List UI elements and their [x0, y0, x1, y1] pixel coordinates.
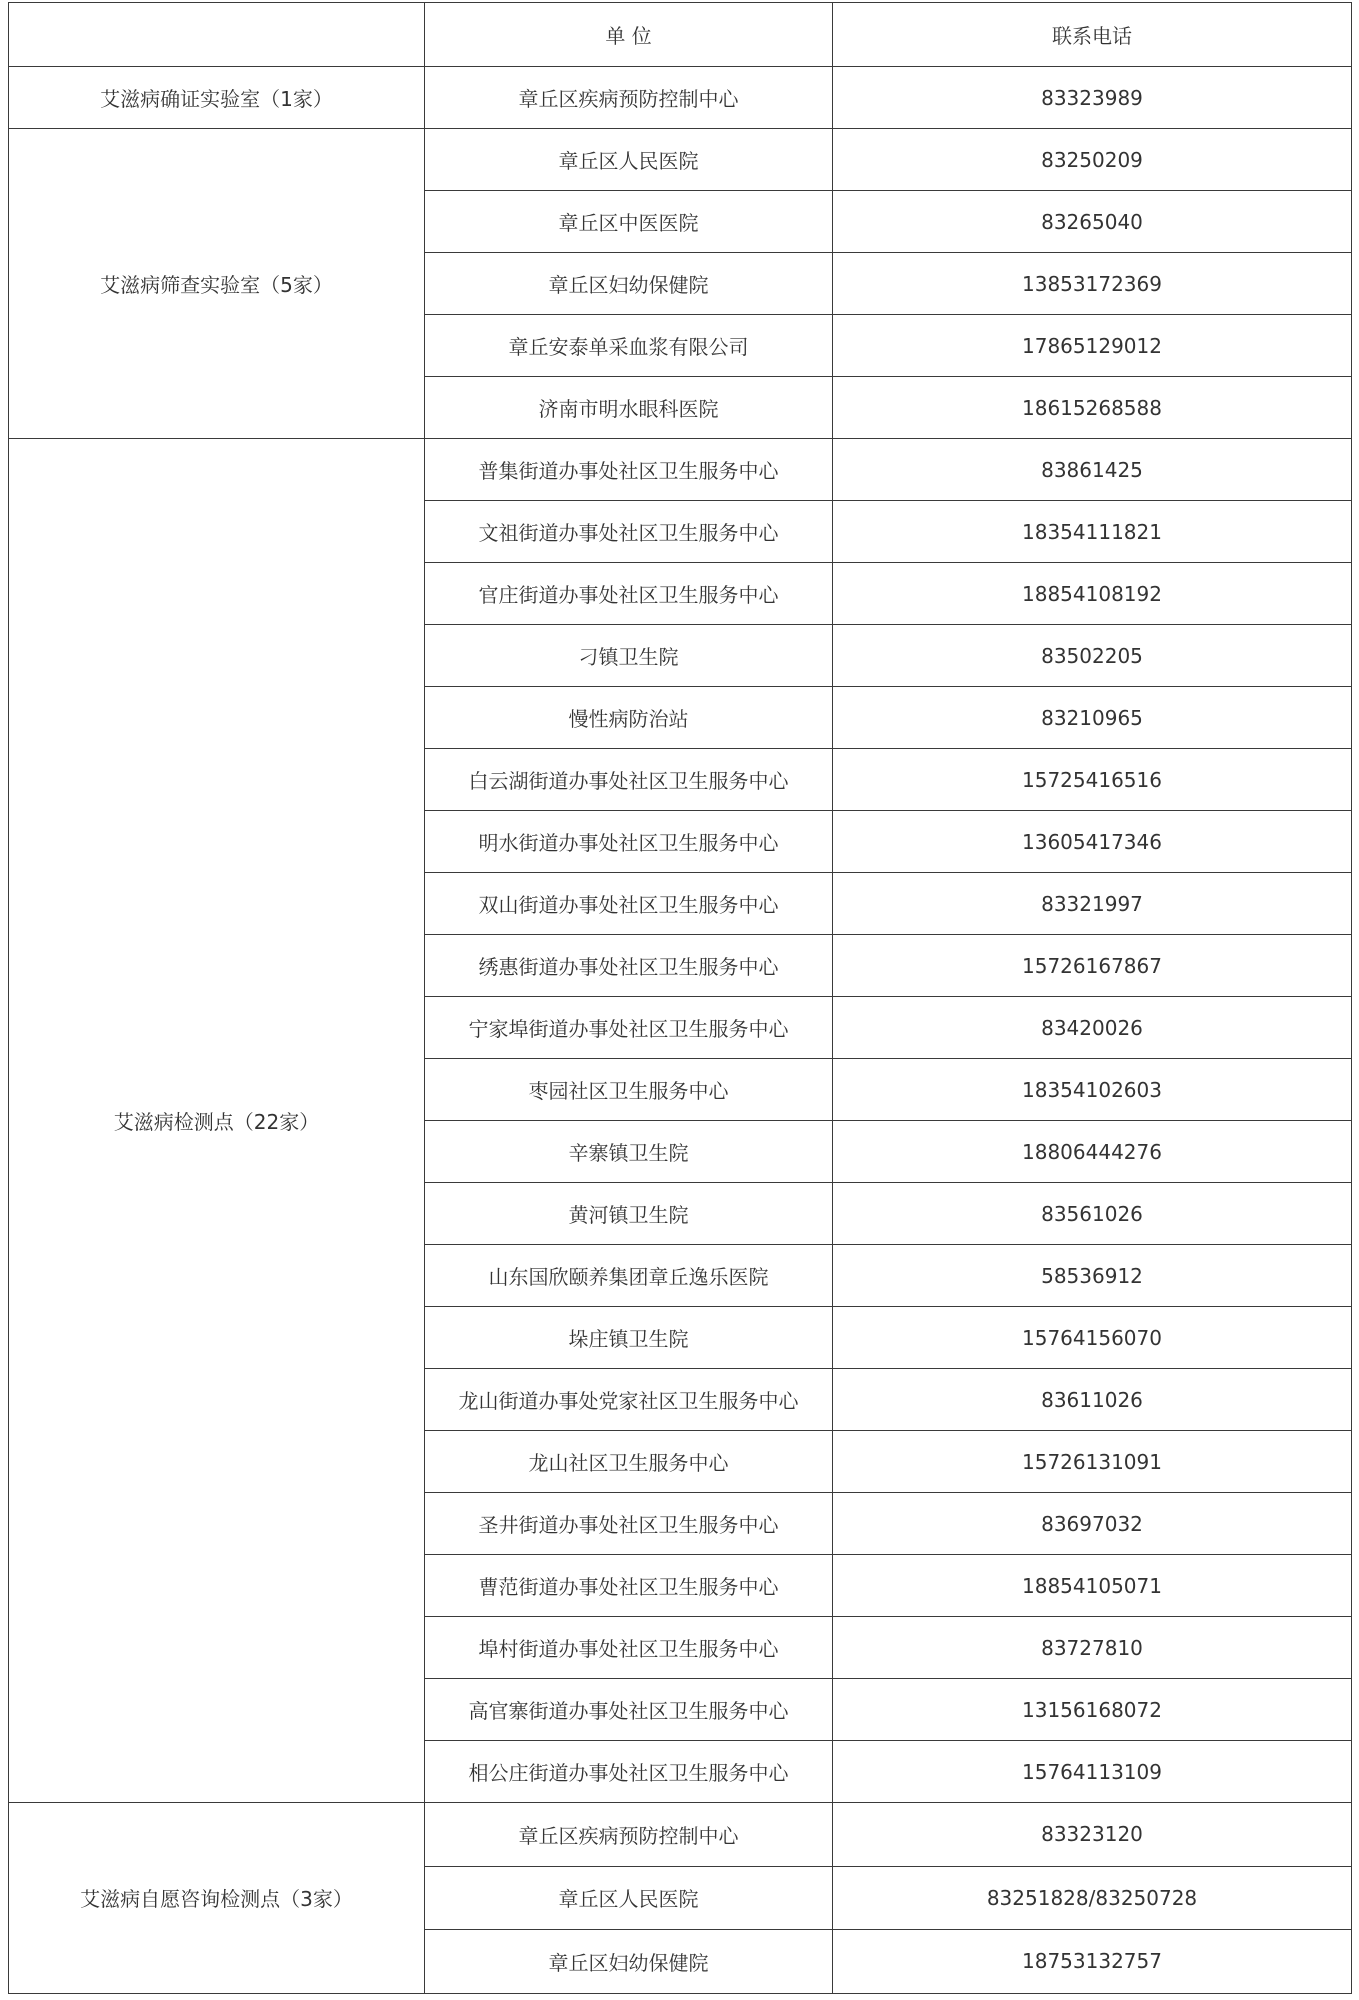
unit-cell: 章丘区妇幼保健院 [425, 1930, 833, 1994]
header-unit-cell: 单 位 [425, 3, 833, 67]
phone-cell: 15725416516 [833, 749, 1352, 811]
unit-cell: 相公庄街道办事处社区卫生服务中心 [425, 1741, 833, 1803]
category-cell: 艾滋病自愿咨询检测点（3家） [9, 1803, 425, 1994]
table-row [9, 1803, 1352, 1867]
unit-cell: 黄河镇卫生院 [425, 1183, 833, 1245]
unit-cell: 龙山社区卫生服务中心 [425, 1431, 833, 1493]
phone-cell: 83265040 [833, 191, 1352, 253]
unit-cell: 明水街道办事处社区卫生服务中心 [425, 811, 833, 873]
phone-cell: 83861425 [833, 439, 1352, 501]
phone-cell: 18354102603 [833, 1059, 1352, 1121]
unit-cell: 章丘区中医医院 [425, 191, 833, 253]
category-cell: 艾滋病检测点（22家） [9, 439, 425, 1803]
phone-cell: 18854108192 [833, 563, 1352, 625]
phone-cell: 58536912 [833, 1245, 1352, 1307]
unit-cell: 双山街道办事处社区卫生服务中心 [425, 873, 833, 935]
unit-cell: 章丘区人民医院 [425, 1866, 833, 1930]
header-category-cell [9, 3, 425, 67]
phone-cell: 13605417346 [833, 811, 1352, 873]
unit-cell: 官庄街道办事处社区卫生服务中心 [425, 563, 833, 625]
phone-cell: 83323120 [833, 1803, 1352, 1867]
category-cell: 艾滋病确证实验室（1家） [9, 67, 425, 129]
phone-cell: 15726167867 [833, 935, 1352, 997]
phone-cell: 83251828/83250728 [833, 1866, 1352, 1930]
phone-cell: 18753132757 [833, 1930, 1352, 1994]
unit-cell: 枣园社区卫生服务中心 [425, 1059, 833, 1121]
phone-cell: 15764113109 [833, 1741, 1352, 1803]
phone-cell: 83502205 [833, 625, 1352, 687]
phone-cell: 83727810 [833, 1617, 1352, 1679]
unit-cell: 高官寨街道办事处社区卫生服务中心 [425, 1679, 833, 1741]
unit-cell: 普集街道办事处社区卫生服务中心 [425, 439, 833, 501]
unit-cell: 章丘区疾病预防控制中心 [425, 67, 833, 129]
unit-cell: 埠村街道办事处社区卫生服务中心 [425, 1617, 833, 1679]
unit-cell: 圣井街道办事处社区卫生服务中心 [425, 1493, 833, 1555]
phone-cell: 18354111821 [833, 501, 1352, 563]
phone-cell: 83210965 [833, 687, 1352, 749]
table-row [9, 129, 1352, 191]
unit-cell: 刁镇卫生院 [425, 625, 833, 687]
unit-cell: 章丘区人民医院 [425, 129, 833, 191]
phone-cell: 83321997 [833, 873, 1352, 935]
phone-cell: 13156168072 [833, 1679, 1352, 1741]
phone-cell: 18854105071 [833, 1555, 1352, 1617]
phone-cell: 83697032 [833, 1493, 1352, 1555]
unit-cell: 曹范街道办事处社区卫生服务中心 [425, 1555, 833, 1617]
phone-cell: 83250209 [833, 129, 1352, 191]
unit-cell: 宁家埠街道办事处社区卫生服务中心 [425, 997, 833, 1059]
table-row [9, 439, 1352, 501]
unit-cell: 龙山街道办事处党家社区卫生服务中心 [425, 1369, 833, 1431]
category-cell: 艾滋病筛查实验室（5家） [9, 129, 425, 439]
unit-cell: 文祖街道办事处社区卫生服务中心 [425, 501, 833, 563]
unit-cell: 章丘安泰单采血浆有限公司 [425, 315, 833, 377]
unit-cell: 辛寨镇卫生院 [425, 1121, 833, 1183]
table-header-row [9, 3, 1352, 67]
phone-cell: 17865129012 [833, 315, 1352, 377]
unit-cell: 济南市明水眼科医院 [425, 377, 833, 439]
unit-cell: 绣惠街道办事处社区卫生服务中心 [425, 935, 833, 997]
table-row [9, 67, 1352, 129]
contact-table [8, 2, 1352, 1994]
unit-cell: 垛庄镇卫生院 [425, 1307, 833, 1369]
unit-cell: 慢性病防治站 [425, 687, 833, 749]
phone-cell: 83561026 [833, 1183, 1352, 1245]
unit-cell: 白云湖街道办事处社区卫生服务中心 [425, 749, 833, 811]
unit-cell: 章丘区疾病预防控制中心 [425, 1803, 833, 1867]
phone-cell: 83323989 [833, 67, 1352, 129]
phone-cell: 15764156070 [833, 1307, 1352, 1369]
contact-table-body [9, 3, 1352, 1994]
phone-cell: 13853172369 [833, 253, 1352, 315]
phone-cell: 18615268588 [833, 377, 1352, 439]
header-phone-cell: 联系电话 [833, 3, 1352, 67]
phone-cell: 18806444276 [833, 1121, 1352, 1183]
phone-cell: 15726131091 [833, 1431, 1352, 1493]
unit-cell: 山东国欣颐养集团章丘逸乐医院 [425, 1245, 833, 1307]
unit-cell: 章丘区妇幼保健院 [425, 253, 833, 315]
phone-cell: 83611026 [833, 1369, 1352, 1431]
phone-cell: 83420026 [833, 997, 1352, 1059]
